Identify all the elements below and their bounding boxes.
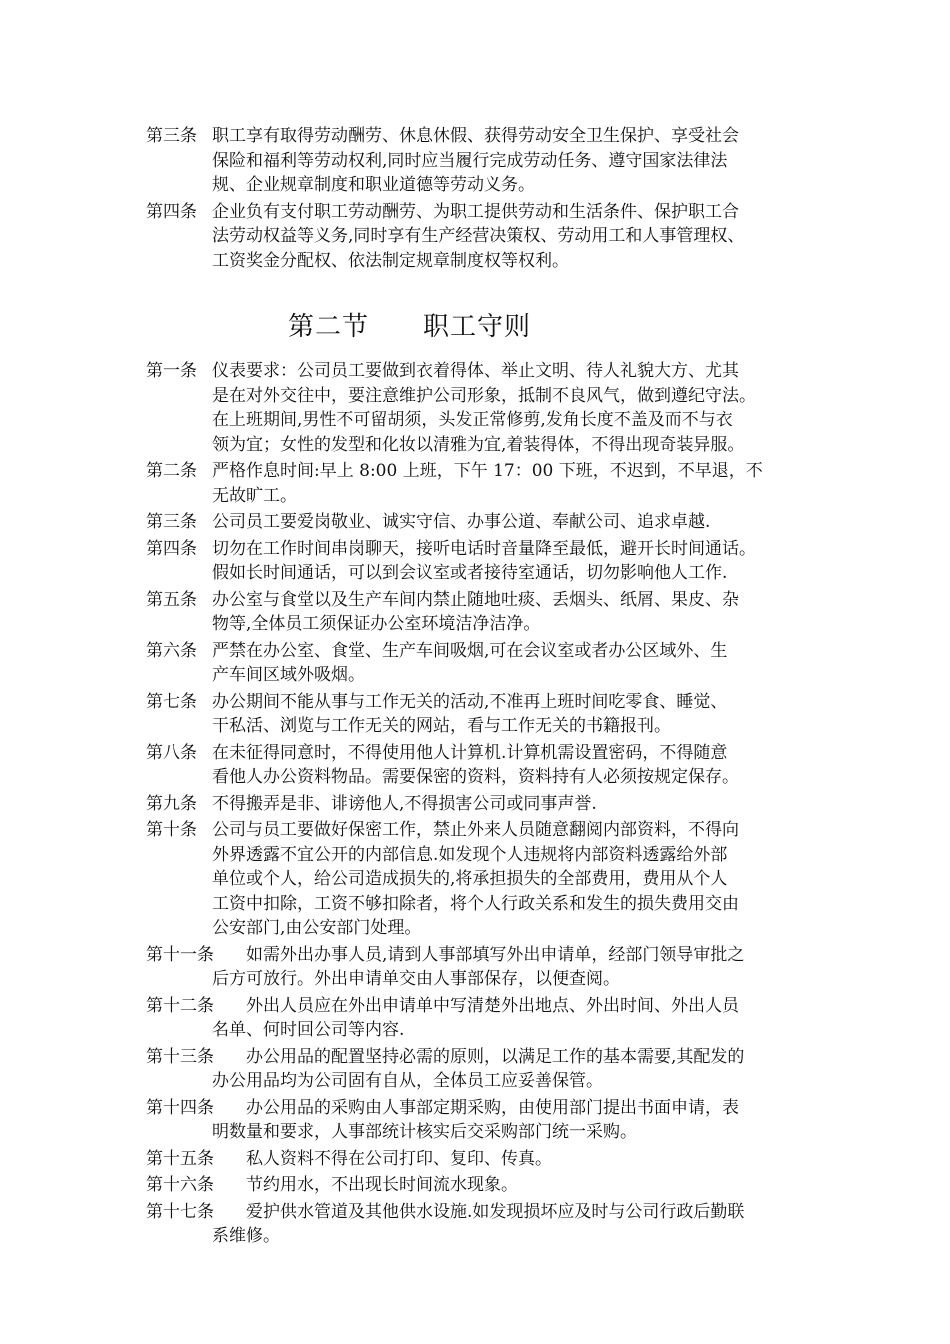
article-text: 爱护供水管道及其他供水设施.如发现损坏应及时与公司行政后勤联 系维修。 (212, 1201, 745, 1246)
article-number: 第十七条 (146, 1201, 214, 1222)
article-number: 第五条 (146, 589, 197, 610)
article (146, 359, 826, 457)
article-text: 办公室与食堂以及生产车间内禁止随地吐痰、丢烟头、纸屑、果皮、杂 物等,全体员工须保证办公室环境洁净洁净。 (212, 589, 739, 634)
article-text: 办公期间不能从事与工作无关的活动,不准再上班时间吃零食、睡觉、 干私活、浏览与工作无关的网站，看与工作无关的书籍报刊。 (212, 691, 728, 736)
article-number: 第六条 (146, 640, 197, 661)
article-number: 第十二条 (146, 995, 214, 1016)
article (146, 690, 826, 739)
rules-list (146, 359, 826, 1249)
article (146, 1147, 826, 1172)
article-text: 在未征得同意时，不得使用他人计算机.计算机需设置密码，不得随意 看他人办公资料物品。需要保密的资料，资料持有人必须按规定保存。 (212, 742, 739, 787)
article (146, 818, 826, 941)
article-text: 如需外出办事人员,请到人事部填写外出申请单，经部门领导审批之 后方可放行。外出申请单交由人事部保存，以便查阅。 (212, 944, 745, 989)
article-text: 办公用品的采购由人事部定期采购，由使用部门提出书面申请，表 明数量和要求，人事部统计核实后交采购部门统一采购。 (212, 1097, 739, 1142)
article-text: 职工享有取得劳动酬劳、休息休假、获得劳动安全卫生保护、享受社会 保险和福利等劳动权利,同时应当履行完成劳动任务、遵守国家法律法 规、企业规章制度和职业道德等劳动义务。 (212, 126, 739, 195)
article-text: 不得搬弄是非、诽谤他人,不得损害公司或同事声誉. (212, 793, 597, 814)
article (146, 1173, 826, 1198)
article (146, 943, 826, 992)
article-number: 第九条 (146, 793, 197, 814)
article-number: 第十条 (146, 820, 197, 840)
article-text: 严禁在办公室、食堂、生产车间吸烟,可在会议室或者办公区域外、生 产车间区域外吸烟。 (212, 640, 728, 685)
article-number: 第十三条 (146, 1046, 214, 1067)
article-text: 节约用水，不出现长时间流水现象。 (246, 1175, 518, 1195)
article-text: 外出人员应在外出申请单中写清楚外出地点、外出时间、外出人员 名单、何时回公司等内容. (212, 995, 739, 1040)
article (146, 1045, 826, 1094)
article (146, 792, 826, 817)
article-number: 第四条 (146, 201, 197, 222)
article (146, 1200, 826, 1249)
article-text: 严格作息时间:早上 8:00 上班，下午 17：00 下班，不迟到，不早退，不 无故旷工。 (212, 461, 763, 506)
document-body (146, 124, 826, 1251)
article-text: 私人资料不得在公司打印、复印、传真。 (246, 1148, 552, 1169)
article-text: 公司员工要爱岗敬业、诚实守信、办事公道、奉献公司、追求卓越. (212, 512, 711, 532)
article-number: 第三条 (146, 126, 197, 146)
article-number: 第十四条 (146, 1097, 214, 1118)
article (146, 124, 826, 198)
article (146, 994, 826, 1043)
article (146, 459, 826, 508)
article (146, 1096, 826, 1145)
article (146, 200, 826, 274)
article-text: 办公用品的配置坚持必需的原则，以满足工作的基本需要,其配发的 办公用品均为公司固有自从，全体员工应妥善保管。 (212, 1046, 745, 1091)
article (146, 588, 826, 637)
article (146, 510, 826, 535)
section-heading: 第二节 职工守则 (288, 312, 532, 342)
article-text: 切勿在工作时间串岗聊天，接听电话时音量降至最低，避开长时间通话。 假如长时间通话，可以到会议室或者接待室通话，切勿影响他人工作. (212, 538, 756, 583)
article-number: 第十六条 (146, 1175, 214, 1195)
article-number: 第一条 (146, 361, 197, 381)
article-text: 企业负有支付职工劳动酬劳、为职工提供劳动和生活条件、保护职工合 法劳动权益等义务,同时享有生产经营决策权、劳动用工和人事管理权、 工资奖金分配权、依法制定规章制度权等权利。 (212, 201, 745, 271)
article (146, 639, 826, 688)
article-number: 第十五条 (146, 1148, 214, 1169)
article-number: 第七条 (146, 691, 197, 712)
article (146, 741, 826, 790)
article-number: 第八条 (146, 742, 197, 763)
article-number: 第十一条 (146, 944, 214, 965)
intro-articles (146, 124, 826, 273)
article-number: 第四条 (146, 538, 197, 559)
article (146, 537, 826, 586)
article-text: 仪表要求：公司员工要做到衣着得体、举止文明、待人礼貌大方、尤其 是在对外交往中，要注意维护公司形象，抵制不良风气，做到遵纪守法。 在上班期间,男性不可留胡须，头发正常修剪,发角长度不盖及而不与衣 领为宜；女性的发型和化妆以清雅为宜,着装得体，不得出现奇装异服。 (212, 361, 756, 455)
article-number: 第二条 (146, 461, 197, 481)
article-number: 第三条 (146, 512, 197, 532)
article-text: 公司与员工要做好保密工作，禁止外来人员随意翻阅内部资料，不得向 外界透露不宜公开的内部信息.如发现个人违规将内部资料透露给外部 单位或个人，给公司造成损失的,将承担损失的全部费用，费用从个人 工资中扣除，工资不够扣除者，将个人行政关系和发生的损失费用交由 公安部门,由公安部门处理。 (212, 820, 739, 938)
